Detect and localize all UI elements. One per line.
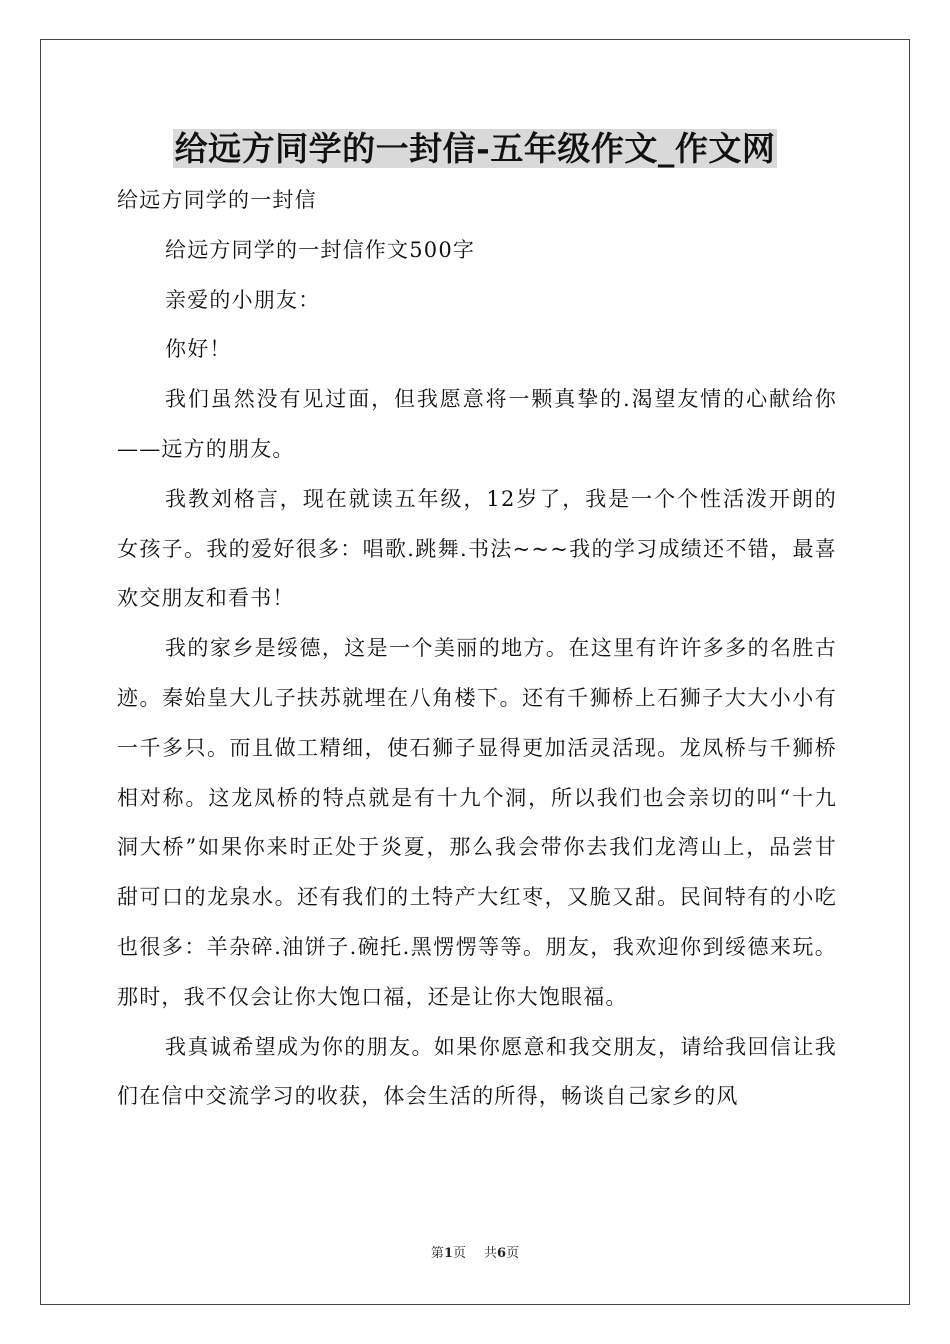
page-current: 1 [443,1246,453,1261]
total-prefix: 共 [484,1246,498,1261]
paragraph-salutation: 亲爱的小朋友： [165,287,321,312]
total-unit: 页 [506,1246,520,1261]
page-unit: 页 [452,1246,466,1261]
paragraph-closing: 我真诚希望成为你的朋友。如果你愿意和我交朋友，请给我回信让我们在信中交流学习的收获，体会生活的所得，畅谈自己家乡的风 [117,1034,837,1109]
paragraph-intro: 我们虽然没有见过面，但我愿意将一颗真挚的.渴望友情的心献给你——远方的朋友。 [117,387,837,461]
document-title-text: 给远方同学的一封信-五年级作文_作文网 [174,129,776,168]
document-title [0,125,950,173]
document-body [117,176,837,1122]
page-total: 6 [497,1246,507,1261]
paragraph-self-introduction: 我教刘格言，现在就读五年级，12岁了，我是一个个性活泼开朗的女孩子。我的爱好很多：唱歌.跳舞.书法~~~我的学习成绩还不错，最喜欢交朋友和看书！ [117,486,837,611]
paragraph-greeting: 你好！ [165,337,232,362]
paragraph-hometown: 我的家乡是绥德，这是一个美丽的地方。在这里有许许多多的名胜古迹。秦始皇大儿子扶苏就埋在八角楼下。还有千狮桥上石狮子大大小小有一千多只。而且做工精细，使石狮子显得更加活灵活现。龙凤桥与千狮桥相对称。这龙凤桥的特点就是有十九个洞，所以我们也会亲切的叫“十九洞大桥”如果你来时正处于炎夏，那么我会带你去我们龙湾山上，品尝甘甜可口的龙泉水。还有我们的土特产大红枣，又脆又甜。民间特有的小吃也很多：羊杂碎.油饼子.碗托.黑愣愣等等。朋友，我欢迎你到绥德来玩。那时，我不仅会让你大饱口福，还是让你大饱眼福。 [117,636,837,1009]
paragraph-heading: 给远方同学的一封信作文500字 [165,237,476,262]
page-prefix: 第 [430,1246,444,1261]
document-subtitle: 给远方同学的一封信 [117,188,317,212]
page-footer [0,1245,950,1263]
